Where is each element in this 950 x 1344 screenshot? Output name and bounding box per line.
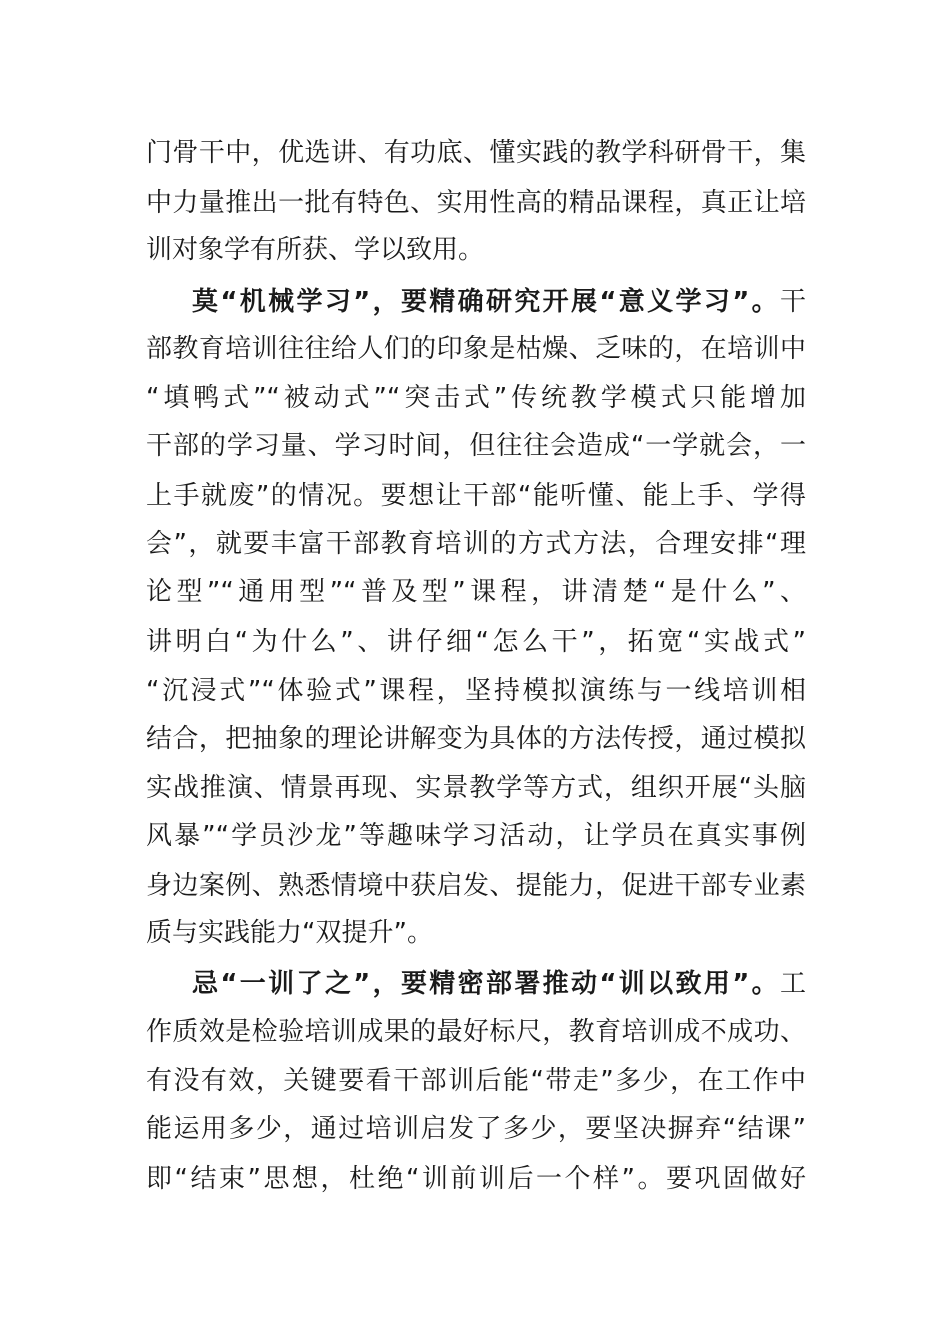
text-line: 讲明白“为什么”、讲仔细“怎么干”，拓宽“实战式” xyxy=(146,627,806,657)
text-line: 上手就废”的情况。要想让干部“能听懂、能上手、学得 xyxy=(146,481,806,511)
text-line: 中力量推出一批有特色、实用性高的精品课程，真正让培 xyxy=(146,188,806,218)
section-heading-1: 莫“机械学习”，要精确研究开展“意义学习”。 xyxy=(192,287,780,317)
text-line: 训对象学有所获、学以致用。 xyxy=(146,235,485,265)
text-line: 部教育培训往往给人们的印象是枯燥、乏味的，在培训中 xyxy=(146,334,806,364)
text-line: 会”，就要丰富干部教育培训的方式方法，合理安排“理 xyxy=(146,529,806,559)
text-line: “填鸭式”“被动式”“突击式”传统教学模式只能增加 xyxy=(146,383,806,413)
text-line: 即“结束”思想，杜绝“训前训后一个样”。要巩固做好 xyxy=(146,1164,806,1194)
text-line: 身边案例、熟悉情境中获启发、提能力，促进干部专业素 xyxy=(146,871,806,901)
text-line: 作质效是检验培训成果的最好标尺，教育培训成不成功、 xyxy=(146,1017,806,1047)
text-line: 论型”“通用型”“普及型”课程，讲清楚“是什么”、 xyxy=(146,577,806,607)
text-line: 结合，把抽象的理论讲解变为具体的方法传授，通过模拟 xyxy=(146,724,806,754)
text-line: 干部的学习量、学习时间，但往往会造成“一学就会，一 xyxy=(146,431,806,461)
heading-2-continuation: 工 xyxy=(779,969,806,999)
heading-line-2 xyxy=(192,964,806,1004)
text-line: 质与实践能力“双提升”。 xyxy=(146,918,433,948)
text-line: 风暴”“学员沙龙”等趣味学习活动，让学员在真实事例 xyxy=(146,821,806,851)
text-line: 有没有效，关键要看干部训后能“带走”多少，在工作中 xyxy=(146,1066,806,1096)
section-heading-2: 忌“一训了之”，要精密部署推动“训以致用”。 xyxy=(192,969,780,999)
heading-line-1 xyxy=(192,282,806,322)
text-line: 实战推演、情景再现、实景教学等方式，组织开展“头脑 xyxy=(146,773,806,803)
text-line: 门骨干中，优选讲、有功底、懂实践的教学科研骨干，集 xyxy=(146,138,806,168)
text-line: 能运用多少，通过培训启发了多少，要坚决摒弃“结课” xyxy=(146,1114,806,1144)
text-line: “沉浸式”“体验式”课程，坚持模拟演练与一线培训相 xyxy=(146,676,806,706)
heading-1-continuation: 干 xyxy=(779,287,806,317)
